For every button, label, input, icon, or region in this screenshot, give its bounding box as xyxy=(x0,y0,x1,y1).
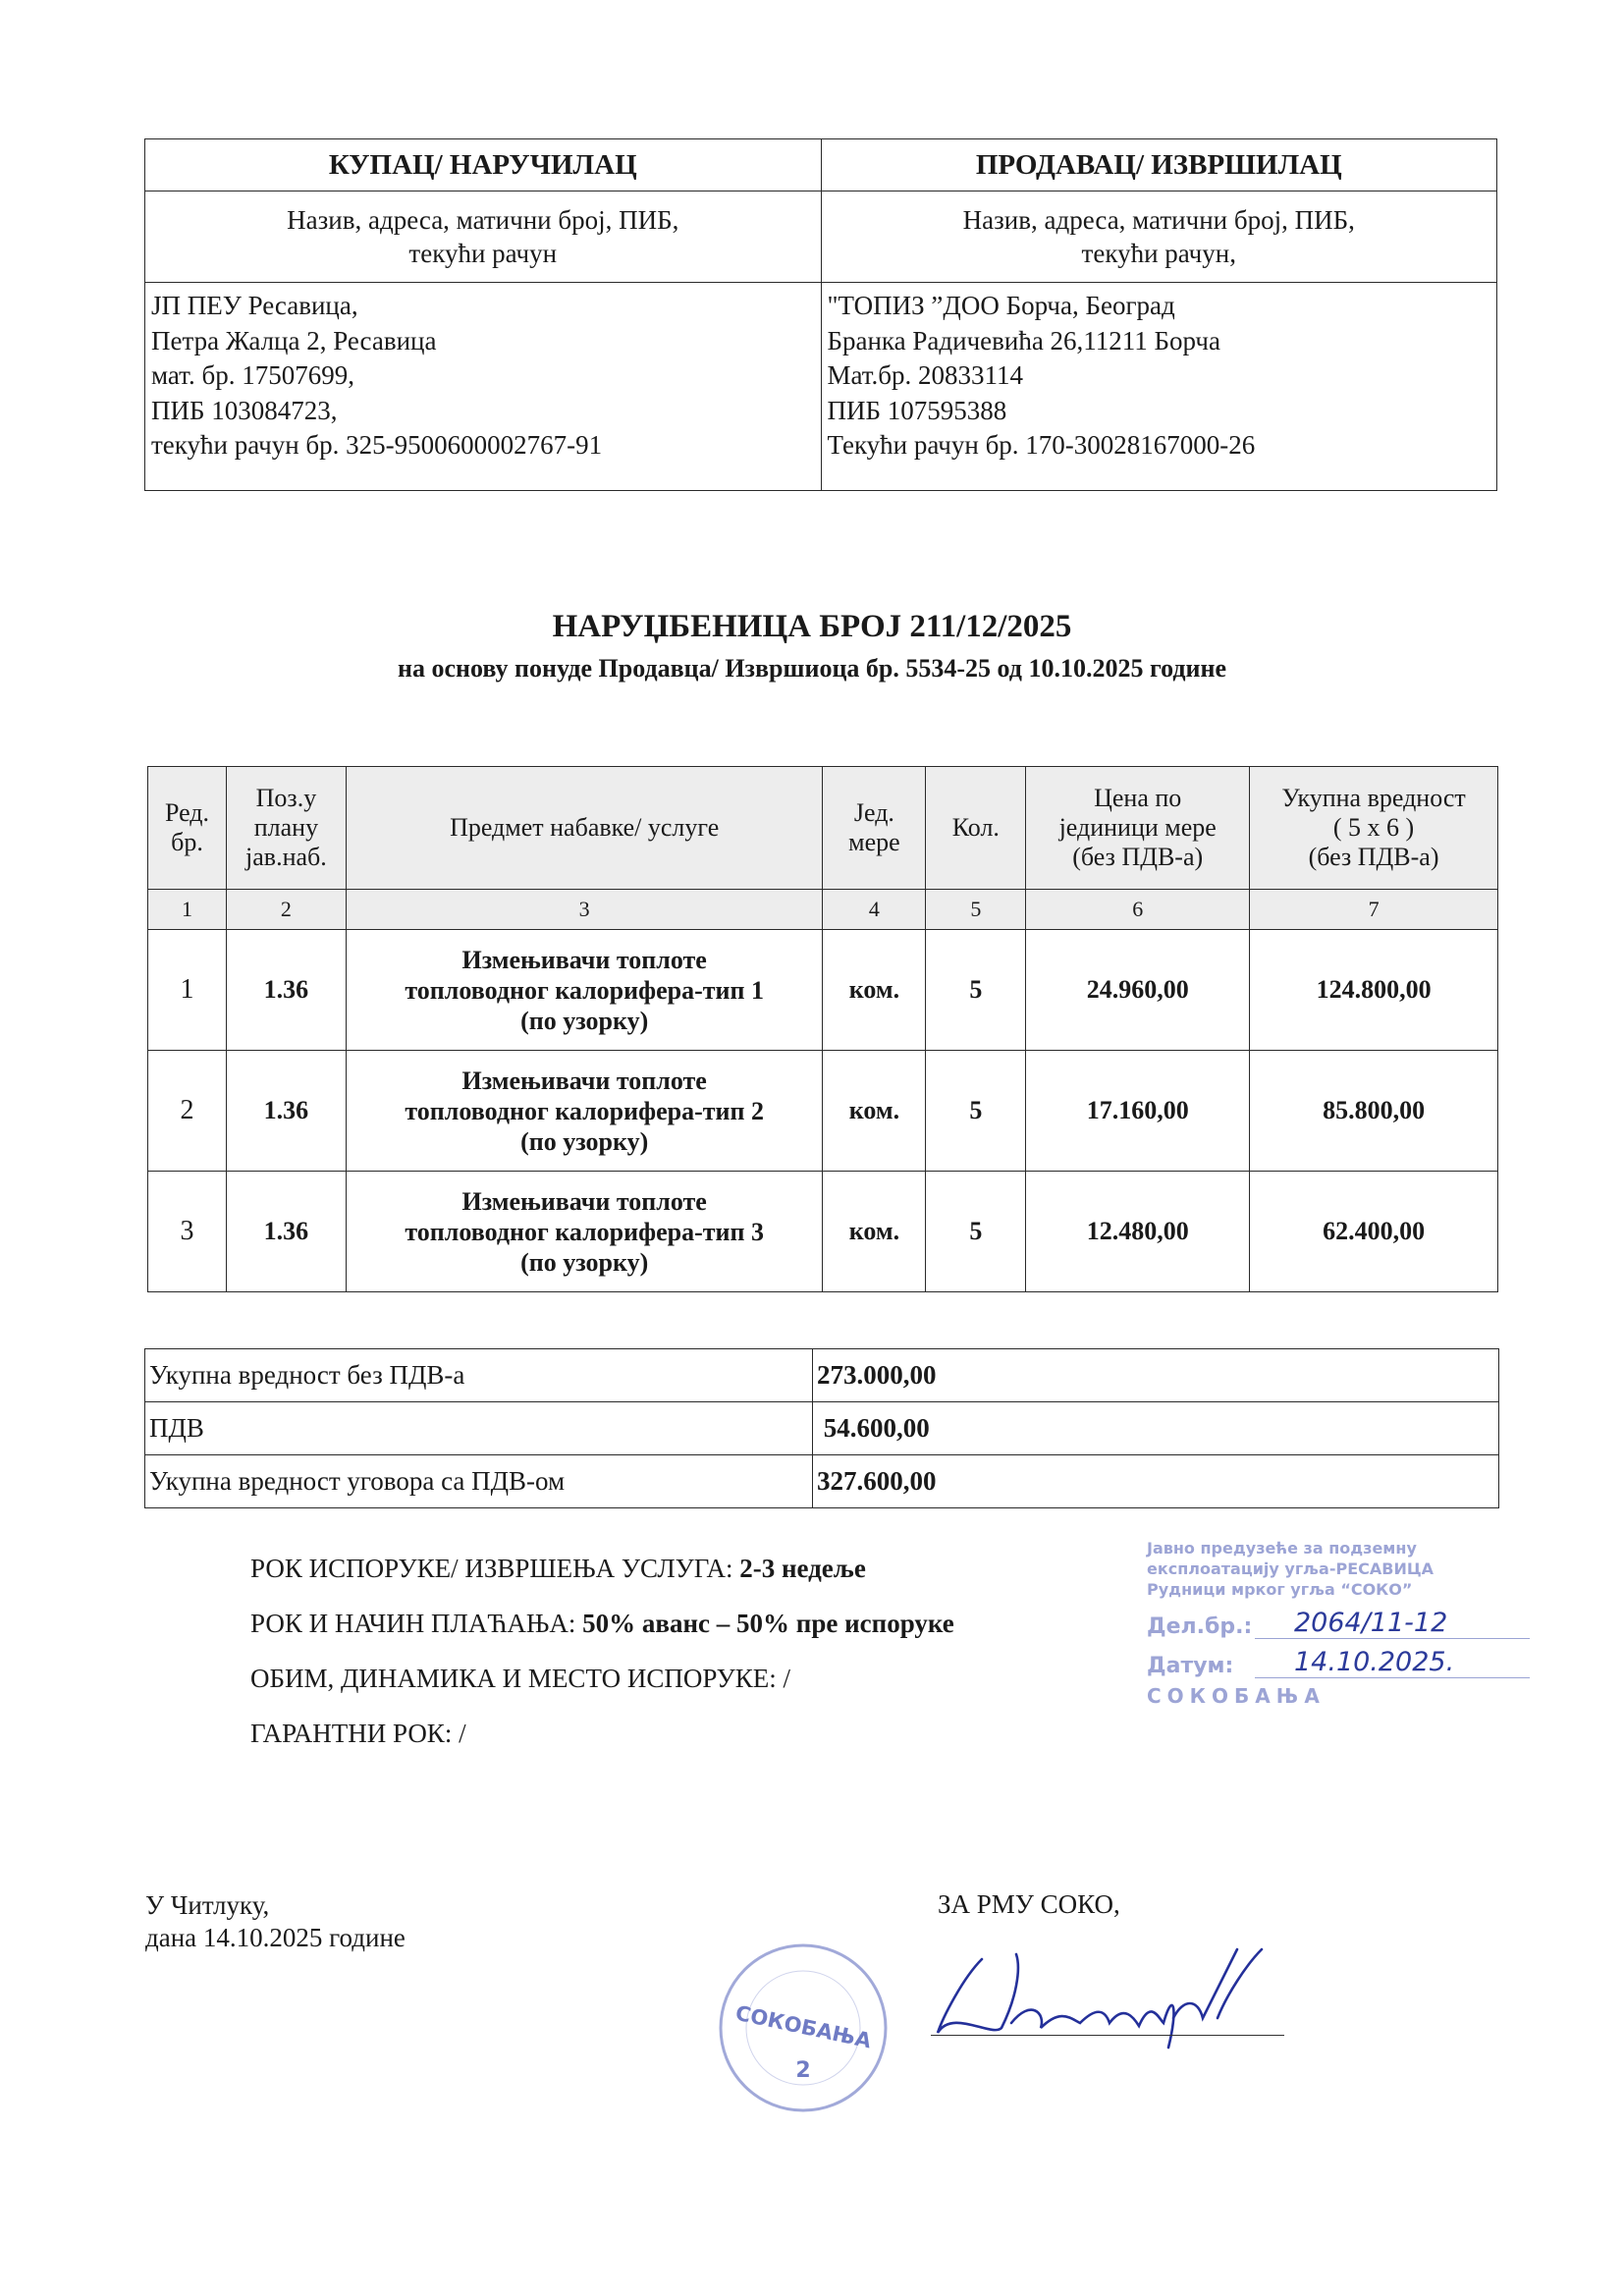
unit: ком. xyxy=(823,930,926,1051)
place: У Читлуку, xyxy=(145,1890,270,1920)
total-row-net xyxy=(145,1349,1499,1402)
place-date xyxy=(145,1889,406,1954)
stamp-line: експлоатацију угља-РЕСАВИЦА xyxy=(1147,1559,1435,1578)
seller-subheading xyxy=(821,191,1497,283)
plan-position: 1.36 xyxy=(226,930,346,1051)
buyer-address: Петра Жалца 2, Ресавица xyxy=(151,325,437,355)
total-label: Укупна вредност без ПДВ-а xyxy=(145,1349,813,1402)
totals-table xyxy=(144,1348,1499,1508)
stamp-del-row xyxy=(1147,1600,1530,1639)
buyer-subheading-line1: Назив, адреса, матични број, ПИБ, xyxy=(287,205,679,235)
unit-price: 24.960,00 xyxy=(1026,930,1250,1051)
round-stamp-icon xyxy=(715,1940,892,2116)
total-value: 327.600,00 xyxy=(813,1455,1499,1508)
unit-price: 12.480,00 xyxy=(1026,1172,1250,1292)
parties-table xyxy=(144,138,1497,491)
seller-reg-number: Мат.бр. 20833114 xyxy=(827,360,1024,390)
header-subject: Предмет набавке/ услуге xyxy=(346,767,823,890)
column-number: 7 xyxy=(1250,890,1498,930)
total-value: 54.600,00 xyxy=(813,1402,1499,1455)
seller-bank-account: Текући рачун бр. 170-30028167000-26 xyxy=(827,430,1256,460)
registry-stamp xyxy=(1147,1538,1530,1708)
unit: ком. xyxy=(823,1172,926,1292)
document-subtitle: на основу понуде Продавца/ Извршиоца бр. 5534-25 од 10.10.2025 године xyxy=(397,654,1227,683)
buyer-reg-number: мат. бр. 17507699, xyxy=(151,360,354,390)
date-line: дана 14.10.2025 године xyxy=(145,1923,406,1952)
seller-subheading-line2: текући рачун, xyxy=(1081,239,1236,268)
buyer-bank-account: текући рачун бр. 325-9500600002767-91 xyxy=(151,430,603,460)
row-number: 2 xyxy=(148,1051,227,1172)
header-unit-price: Цена по јединици мере (без ПДВ-а) xyxy=(1026,767,1250,890)
seller-address: Бранка Радичевића 26,11211 Борча xyxy=(827,325,1220,355)
signature-line xyxy=(931,2035,1284,2036)
stamp-line: Рудници мрког угља “СОКО” xyxy=(1147,1580,1413,1599)
plan-position: 1.36 xyxy=(226,1172,346,1292)
for-company-label: ЗА РМУ СОКО, xyxy=(938,1889,1120,1919)
stamp-date-label: Датум: xyxy=(1147,1654,1234,1678)
round-stamp-number: 2 xyxy=(795,2058,811,2083)
seller-subheading-line1: Назив, адреса, матични број, ПИБ, xyxy=(962,205,1355,235)
items-header-row xyxy=(148,767,1498,890)
seller-tax-id: ПИБ 107595388 xyxy=(827,395,1007,425)
total-label: Укупна вредност уговора са ПДВ-ом xyxy=(145,1455,813,1508)
stamp-date-value: 14.10.2025. xyxy=(1255,1647,1530,1678)
items-table xyxy=(147,766,1498,1292)
seller-details xyxy=(821,283,1497,491)
stamp-city: СОКОБАЊА xyxy=(1147,1684,1326,1708)
document-title: НАРУЏБЕНИЦА БРОЈ 211/12/2025 xyxy=(552,609,1072,644)
header-plan-position: Поз.у плану јав.наб. xyxy=(226,767,346,890)
table-row xyxy=(148,1172,1498,1292)
buyer-tax-id: ПИБ 103084723, xyxy=(151,395,338,425)
quantity: 5 xyxy=(926,1172,1026,1292)
stamp-del-value: 2064/11-12 xyxy=(1255,1608,1530,1639)
quantity: 5 xyxy=(926,930,1026,1051)
table-row xyxy=(148,930,1498,1051)
stamp-line: Јавно предузеће за подземну xyxy=(1147,1539,1417,1558)
buyer-subheading-line2: текући рачун xyxy=(408,239,558,268)
stamp-date-row xyxy=(1147,1639,1530,1678)
term-scope: ОБИМ, ДИНАМИКА И МЕСТО ИСПОРУКЕ: / xyxy=(250,1664,791,1693)
column-number: 3 xyxy=(346,890,823,930)
column-number: 1 xyxy=(148,890,227,930)
plan-position: 1.36 xyxy=(226,1051,346,1172)
term-warranty: ГАРАНТНИ РОК: / xyxy=(250,1719,466,1748)
item-description: Измењивачи топлоте топловодног калорифера-тип 2 (по узорку) xyxy=(346,1051,823,1172)
stamp-del-label: Дел.бр.: xyxy=(1147,1614,1253,1639)
column-number: 2 xyxy=(226,890,346,930)
column-number: 5 xyxy=(926,890,1026,930)
line-total: 124.800,00 xyxy=(1250,930,1498,1051)
header-quantity: Кол. xyxy=(926,767,1026,890)
buyer-subheading xyxy=(145,191,822,283)
table-row xyxy=(148,1051,1498,1172)
buyer-heading: КУПАЦ/ НАРУЧИЛАЦ xyxy=(145,139,822,191)
item-description: Измењивачи топлоте топловодног калорифера-тип 1 (по узорку) xyxy=(346,930,823,1051)
item-description: Измењивачи топлоте топловодног калорифера-тип 3 (по узорку) xyxy=(346,1172,823,1292)
column-number: 6 xyxy=(1026,890,1250,930)
unit: ком. xyxy=(823,1051,926,1172)
seller-name: "ТОПИЗ ”ДОО Борча, Београд xyxy=(827,291,1175,320)
buyer-details xyxy=(145,283,822,491)
line-total: 62.400,00 xyxy=(1250,1172,1498,1292)
round-stamp-center: СОКОБАЊА xyxy=(732,2000,874,2053)
header-row-number: Ред. бр. xyxy=(148,767,227,890)
term-payment: РОК И НАЧИН ПЛАЋАЊА: 50% аванс – 50% пре испоруке xyxy=(250,1609,954,1638)
total-row-vat xyxy=(145,1402,1499,1455)
buyer-name: ЈП ПЕУ Ресавица, xyxy=(151,291,358,320)
seller-heading: ПРОДАВАЦ/ ИЗВРШИЛАЦ xyxy=(821,139,1497,191)
header-total: Укупна вредност ( 5 x 6 ) (без ПДВ-а) xyxy=(1250,767,1498,890)
row-number: 3 xyxy=(148,1172,227,1292)
column-numbers-row xyxy=(148,890,1498,930)
unit-price: 17.160,00 xyxy=(1026,1051,1250,1172)
total-label: ПДВ xyxy=(145,1402,813,1455)
header-unit: Јед. мере xyxy=(823,767,926,890)
quantity: 5 xyxy=(926,1051,1026,1172)
total-value: 273.000,00 xyxy=(813,1349,1499,1402)
term-delivery: РОК ИСПОРУКЕ/ ИЗВРШЕЊА УСЛУГА: 2-3 недеље xyxy=(250,1554,866,1583)
signature-icon xyxy=(923,1940,1296,2062)
total-row-gross xyxy=(145,1455,1499,1508)
line-total: 85.800,00 xyxy=(1250,1051,1498,1172)
column-number: 4 xyxy=(823,890,926,930)
row-number: 1 xyxy=(148,930,227,1051)
